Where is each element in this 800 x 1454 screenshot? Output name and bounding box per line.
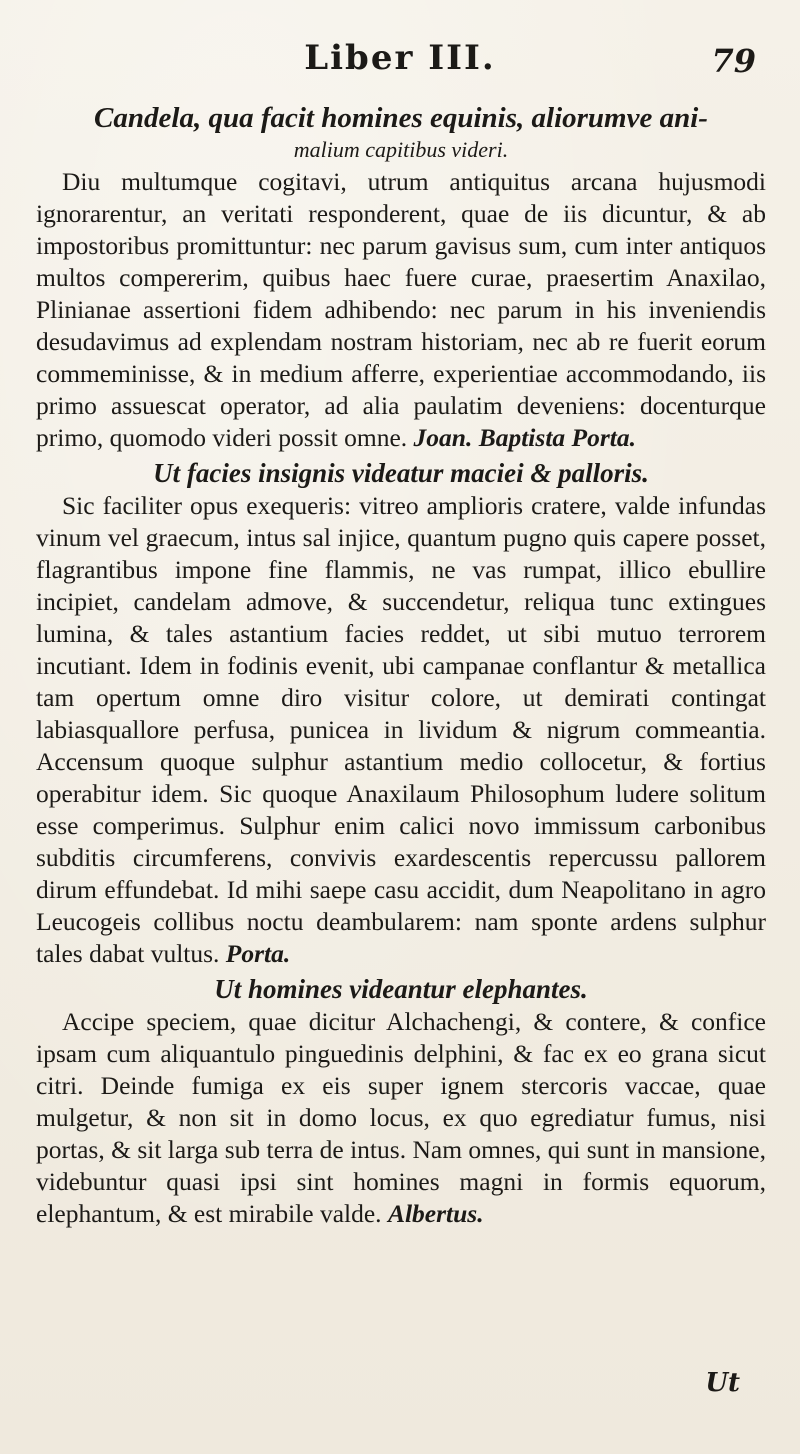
paragraph: [36, 1006, 766, 1230]
author-attribution: Porta.: [225, 939, 291, 968]
paragraph-body: Sic faciliter opus exequeris: vitreo amplioris cratere, valde infundas vinum vel graecum, intus sal injice, quantum pugno quis capere posset, flagrantibus impone fine flammis, ne vas rumpat, illico ebullire incipiet, candelam admove, & succendetur, reliqua tunc extingues lumina, & tales astantium facies reddet, ut sibi mutuo terrorem incutiant. Idem in fodinis evenit, ubi campanae conflantur & metallica tam opertum omne diro visitur colore, ut demirati contingat labiasquallore perfusa, punicea in lividum & nigrum commeantia. Accensum quoque sulphur astantium medio collocetur, & fortius operabitur idem. Sic quoque Anaxilaum Philosophum ludere solitum esse comperimus. Sulphur enim calici novo immissum carbonibus subditis circumferens, convivis exardescentis repercussu pallorem dirum effundebat. Id mihi saepe casu accidit, dum Neapolitano in agro Leucogeis collibus noctu deambularem: nam sponte ardens sulphur tales dabat vultus.: [36, 491, 766, 968]
page-header: [0, 38, 800, 88]
paragraph-body: Accipe speciem, quae dicitur Alchachengi, & contere, & confice ipsam cum aliquantulo pinguedinis delphini, & fac ex eo grana sicut citri. Deinde fumiga ex eis super ignem stercoris vaccae, quae mulgetur, & non sit in domo locus, ex quo egrediatur fumus, nisi portas, & sit larga sub terra de intus. Nam omnes, qui sunt in mansione, videbuntur quasi ipsi sint homines magni in formis equorum, elephantum, & est mirabile valde.: [36, 1007, 766, 1228]
paragraph: [36, 490, 766, 970]
author-attribution: Joan. Baptista Porta.: [413, 423, 636, 452]
section-title: Ut facies insignis videatur maciei & palloris.: [153, 458, 649, 488]
author-attribution: Albertus.: [387, 1199, 484, 1228]
catchword: Ut: [705, 1368, 740, 1398]
page-number: 79: [711, 42, 756, 80]
section-maciei: [36, 456, 766, 970]
section-title: Ut homines videantur elephantes.: [214, 974, 588, 1004]
paragraph: [36, 166, 766, 454]
section-candela: [36, 100, 766, 454]
running-head: Liber III.: [304, 38, 496, 78]
text-block: [36, 100, 766, 1232]
section-elephantes: [36, 972, 766, 1230]
section-title: Candela, qua facit homines equinis, aliorumve ani-: [94, 102, 708, 134]
paragraph-body: Diu multumque cogitavi, utrum antiquitus arcana hujusmodi ignorarentur, an veritati responderent, quae de iis dicuntur, & ab impostoribus promittuntur: nec parum gavisus sum, cum inter antiquos multos compererim, quibus haec fuere curae, praesertim Anaxilao, Plinianae assertioni fidem adhibendo: nec parum in his inveniendis desudavimus ad explendam nostram historiam, nec ab re fuerit eorum commeminisse, & in medium afferre, experientiae accommodando, iis primo assuescat operator, ad alia paulatim deveniens: docenturque primo, quomodo videri possit omne.: [36, 167, 766, 452]
section-subtitle: malium capitibus videri.: [293, 137, 509, 162]
